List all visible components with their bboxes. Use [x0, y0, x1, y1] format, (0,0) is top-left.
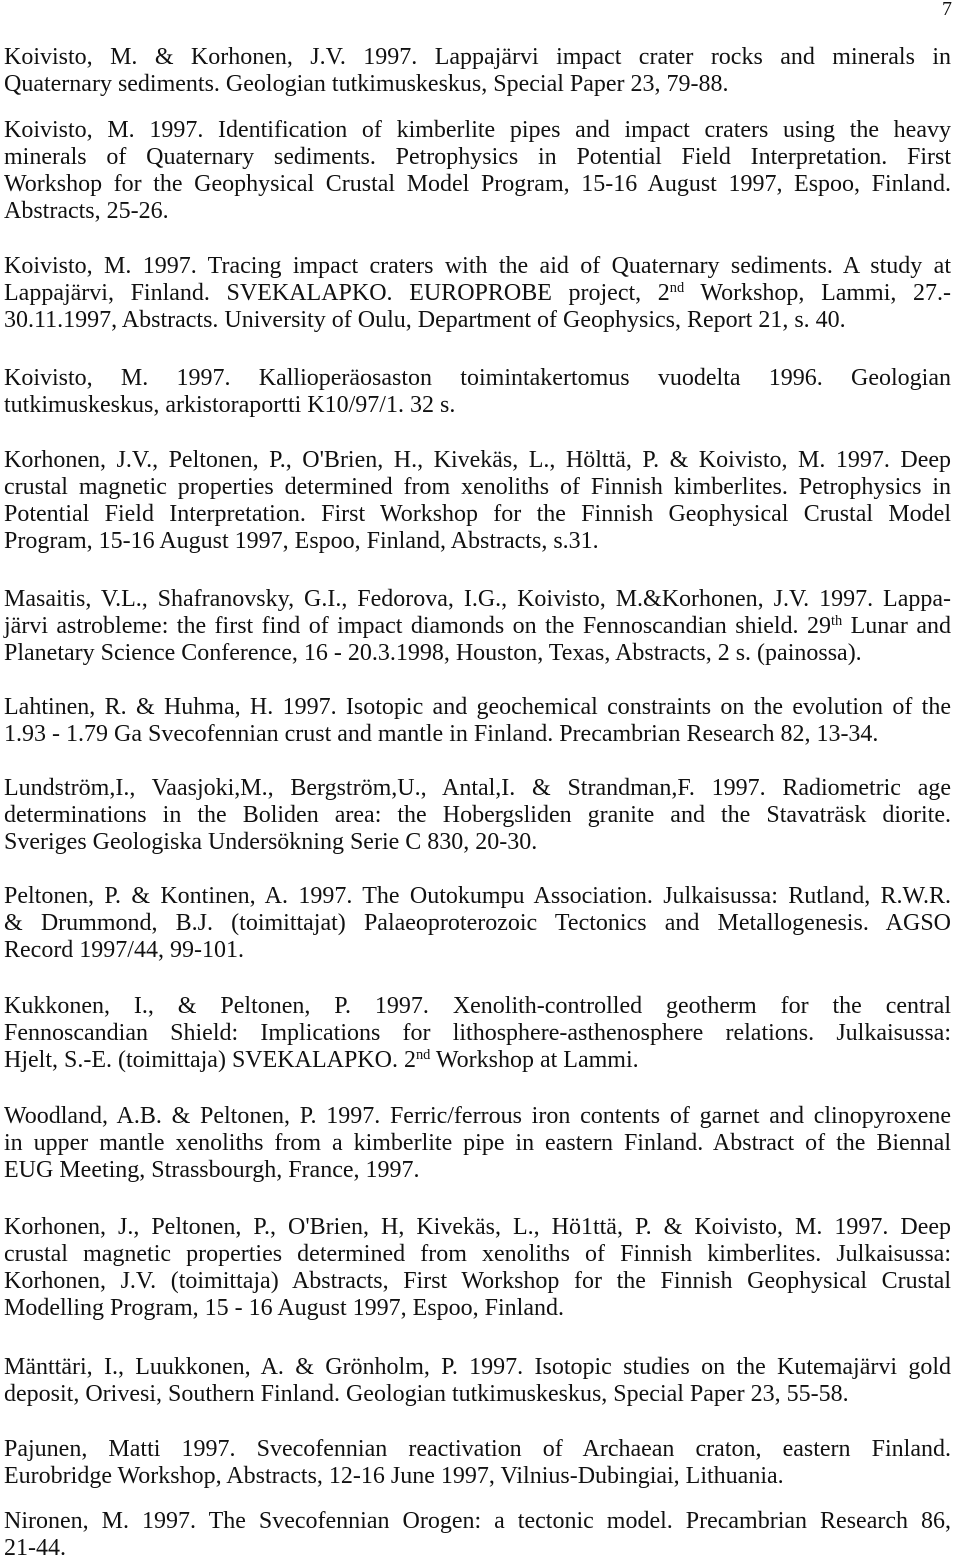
reference-list: [4, 44, 951, 1562]
reference-line: [4, 993, 951, 1020]
reference-line: [4, 474, 951, 501]
line-text: Koivisto, M. 1997. Kallioperäosaston toimintakertomus vuodelta 1996. Geologian: [4, 365, 951, 391]
reference-line: [4, 447, 951, 474]
line-text: Woodland, A.B. & Peltonen, P. 1997. Ferric/ferrous iron contents of garnet and clinopyroxene: [4, 1103, 951, 1129]
reference-line: [4, 1103, 951, 1130]
reference-line: [4, 883, 951, 910]
reference-line: [4, 171, 951, 198]
line-text: & Drummond, B.J. (toimittajat) Palaeoproterozoic Tectonics and Metallogenesis. AGSO: [4, 910, 951, 936]
line-text: Koivisto, M. 1997. Identification of kimberlite pipes and impact craters using the heavy: [4, 117, 951, 143]
line-text: Korhonen, J.V. (toimittaja) Abstracts, First Workshop for the Finnish Geophysical Crustal: [4, 1268, 951, 1294]
line-text: Lundström,I., Vaasjoki,M., Bergström,U., Antal,I. & Strandman,F. 1997. Radiometric age: [4, 775, 951, 801]
reference-entry: [4, 694, 951, 748]
reference-line: [4, 365, 951, 392]
reference-line: [4, 694, 951, 721]
reference-line: [4, 613, 951, 640]
reference-line: [4, 1295, 951, 1322]
line-text: Program, 15-16 August 1997, Espoo, Finland, Abstracts, s.31.: [4, 528, 599, 554]
reference-line: [4, 1157, 951, 1184]
reference-entry: [4, 883, 951, 964]
reference-line: [4, 501, 951, 528]
reference-line: [4, 802, 951, 829]
reference-entry: [4, 365, 951, 419]
reference-line: [4, 1047, 951, 1074]
reference-entry: [4, 586, 951, 667]
line-text: Lappajärvi, Finland. SVEKALAPKO. EUROPROBE project, 2: [4, 280, 670, 306]
line-text: determinations in the Boliden area: the Hobergsliden granite and the Stavaträsk diorite.: [4, 802, 951, 828]
reference-entry: [4, 1436, 951, 1490]
reference-line: [4, 117, 951, 144]
line-text: minerals of Quaternary sediments. Petrophysics in Potential Field Interpretation. First: [4, 144, 951, 170]
reference-line: [4, 307, 951, 334]
line-text: Mänttäri, I., Luukkonen, A. & Grönholm, P. 1997. Isotopic studies on the Kutemajärvi gold: [4, 1354, 951, 1380]
line-text: Nironen, M. 1997. The Svecofennian Orogen: a tectonic model. Precambrian Research 86,: [4, 1508, 951, 1534]
line-text: Eurobridge Workshop, Abstracts, 12-16 June 1997, Vilnius-Dubingiai, Lithuania.: [4, 1463, 784, 1489]
line-text: Potential Field Interpretation. First Workshop for the Finnish Geophysical Crustal Model: [4, 501, 951, 527]
line-text: crustal magnetic properties determined from xenoliths of Finnish kimberlites. Julkaisussa:: [4, 1241, 951, 1267]
reference-line: [4, 71, 951, 98]
line-text: Abstracts, 25-26.: [4, 198, 169, 224]
line-text: Koivisto, M. 1997. Tracing impact craters with the aid of Quaternary sediments. A study at: [4, 253, 951, 279]
superscript: nd: [669, 280, 685, 297]
line-text: 30.11.1997, Abstracts. University of Oulu, Department of Geophysics, Report 21, s. 40.: [4, 307, 846, 333]
line-text: Sveriges Geologiska Undersökning Serie C 830, 20-30.: [4, 829, 538, 855]
reference-line: [4, 910, 951, 937]
line-text: Lahtinen, R. & Huhma, H. 1997. Isotopic and geochemical constraints on the evolution of the: [4, 694, 951, 720]
reference-line: [4, 1241, 951, 1268]
reference-entry: [4, 1508, 951, 1562]
reference-entry: [4, 993, 951, 1074]
line-text: tutkimuskeskus, arkistoraportti K10/97/1. 32 s.: [4, 392, 456, 418]
reference-line: [4, 144, 951, 171]
page-number: 7: [942, 0, 952, 20]
reference-entry: [4, 1103, 951, 1184]
reference-line: [4, 721, 951, 748]
reference-line: [4, 775, 951, 802]
line-text: Quaternary sediments. Geologian tutkimuskeskus, Special Paper 23, 79-88.: [4, 71, 729, 97]
reference-entry: [4, 1354, 951, 1408]
line-text: Peltonen, P. & Kontinen, A. 1997. The Outokumpu Association. Julkaisussa: Rutland, R.W.R.: [4, 883, 951, 909]
reference-line: [4, 280, 951, 307]
line-text: deposit, Orivesi, Southern Finland. Geologian tutkimuskeskus, Special Paper 23, 55-58.: [4, 1381, 849, 1407]
reference-line: [4, 640, 951, 667]
line-text: crustal magnetic properties determined from xenoliths of Finnish kimberlites. Petrophysics in: [4, 474, 951, 500]
line-text: Modelling Program, 15 - 16 August 1997, Espoo, Finland.: [4, 1295, 564, 1321]
line-text: Kukkonen, I., & Peltonen, P. 1997. Xenolith-controlled geotherm for the central: [4, 993, 951, 1019]
line-text: Lunar and: [842, 613, 951, 639]
line-text: Korhonen, J.V., Peltonen, P., O'Brien, H., Kivekäs, L., Hölttä, P. & Koivisto, M. 1997. Deep: [4, 447, 951, 473]
reference-line: [4, 1463, 951, 1490]
line-text: Koivisto, M. & Korhonen, J.V. 1997. Lappajärvi impact crater rocks and minerals in: [4, 44, 951, 70]
line-text: Workshop at Lammi.: [430, 1047, 639, 1073]
reference-line: [4, 44, 951, 71]
reference-line: [4, 937, 951, 964]
reference-line: [4, 1381, 951, 1408]
reference-entry: [4, 447, 951, 555]
reference-line: [4, 198, 951, 225]
reference-entry: [4, 775, 951, 856]
reference-entry: [4, 117, 951, 225]
line-text: in upper mantle xenoliths from a kimberlite pipe in eastern Finland. Abstract of the Biennal: [4, 1130, 951, 1156]
superscript: nd: [415, 1047, 431, 1064]
reference-line: [4, 1130, 951, 1157]
reference-line: [4, 253, 951, 280]
reference-entry: [4, 1214, 951, 1322]
line-text: Workshop, Lammi, 27.-: [684, 280, 952, 306]
line-text: Record 1997/44, 99-101.: [4, 937, 244, 963]
reference-line: [4, 829, 951, 856]
reference-line: [4, 528, 951, 555]
reference-line: [4, 1436, 951, 1463]
line-text: Planetary Science Conference, 16 - 20.3.1998, Houston, Texas, Abstracts, 2 s. (painossa).: [4, 640, 862, 666]
line-text: Korhonen, J., Peltonen, P., O'Brien, H, Kivekäs, L., Hö1ttä, P. & Koivisto, M. 1997. Deep: [4, 1214, 951, 1240]
line-text: EUG Meeting, Strassbourgh, France, 1997.: [4, 1157, 420, 1183]
reference-entry: [4, 44, 951, 98]
line-text: 21-44.: [4, 1535, 66, 1561]
reference-line: [4, 1508, 951, 1535]
reference-line: [4, 392, 951, 419]
line-text: Masaitis, V.L., Shafranovsky, G.I., Fedorova, I.G., Koivisto, M.&Korhonen, J.V. 1997. Lappa-: [4, 586, 951, 612]
reference-line: [4, 1268, 951, 1295]
superscript: th: [830, 613, 843, 630]
line-text: Hjelt, S.-E. (toimittaja) SVEKALAPKO. 2: [4, 1047, 416, 1073]
reference-line: [4, 1214, 951, 1241]
reference-line: [4, 1535, 951, 1562]
line-text: Fennoscandian Shield: Implications for lithosphere-asthenosphere relations. Julkaisussa:: [4, 1020, 951, 1046]
reference-line: [4, 1354, 951, 1381]
line-text: järvi astrobleme: the first find of impact diamonds on the Fennoscandian shield. 29: [4, 613, 831, 639]
reference-entry: [4, 253, 951, 334]
reference-line: [4, 1020, 951, 1047]
reference-line: [4, 586, 951, 613]
line-text: Pajunen, Matti 1997. Svecofennian reactivation of Archaean craton, eastern Finland.: [4, 1436, 951, 1462]
line-text: Workshop for the Geophysical Crustal Model Program, 15-16 August 1997, Espoo, Finland.: [4, 171, 951, 197]
line-text: 1.93 - 1.79 Ga Svecofennian crust and mantle in Finland. Precambrian Research 82, 13-34.: [4, 721, 879, 747]
